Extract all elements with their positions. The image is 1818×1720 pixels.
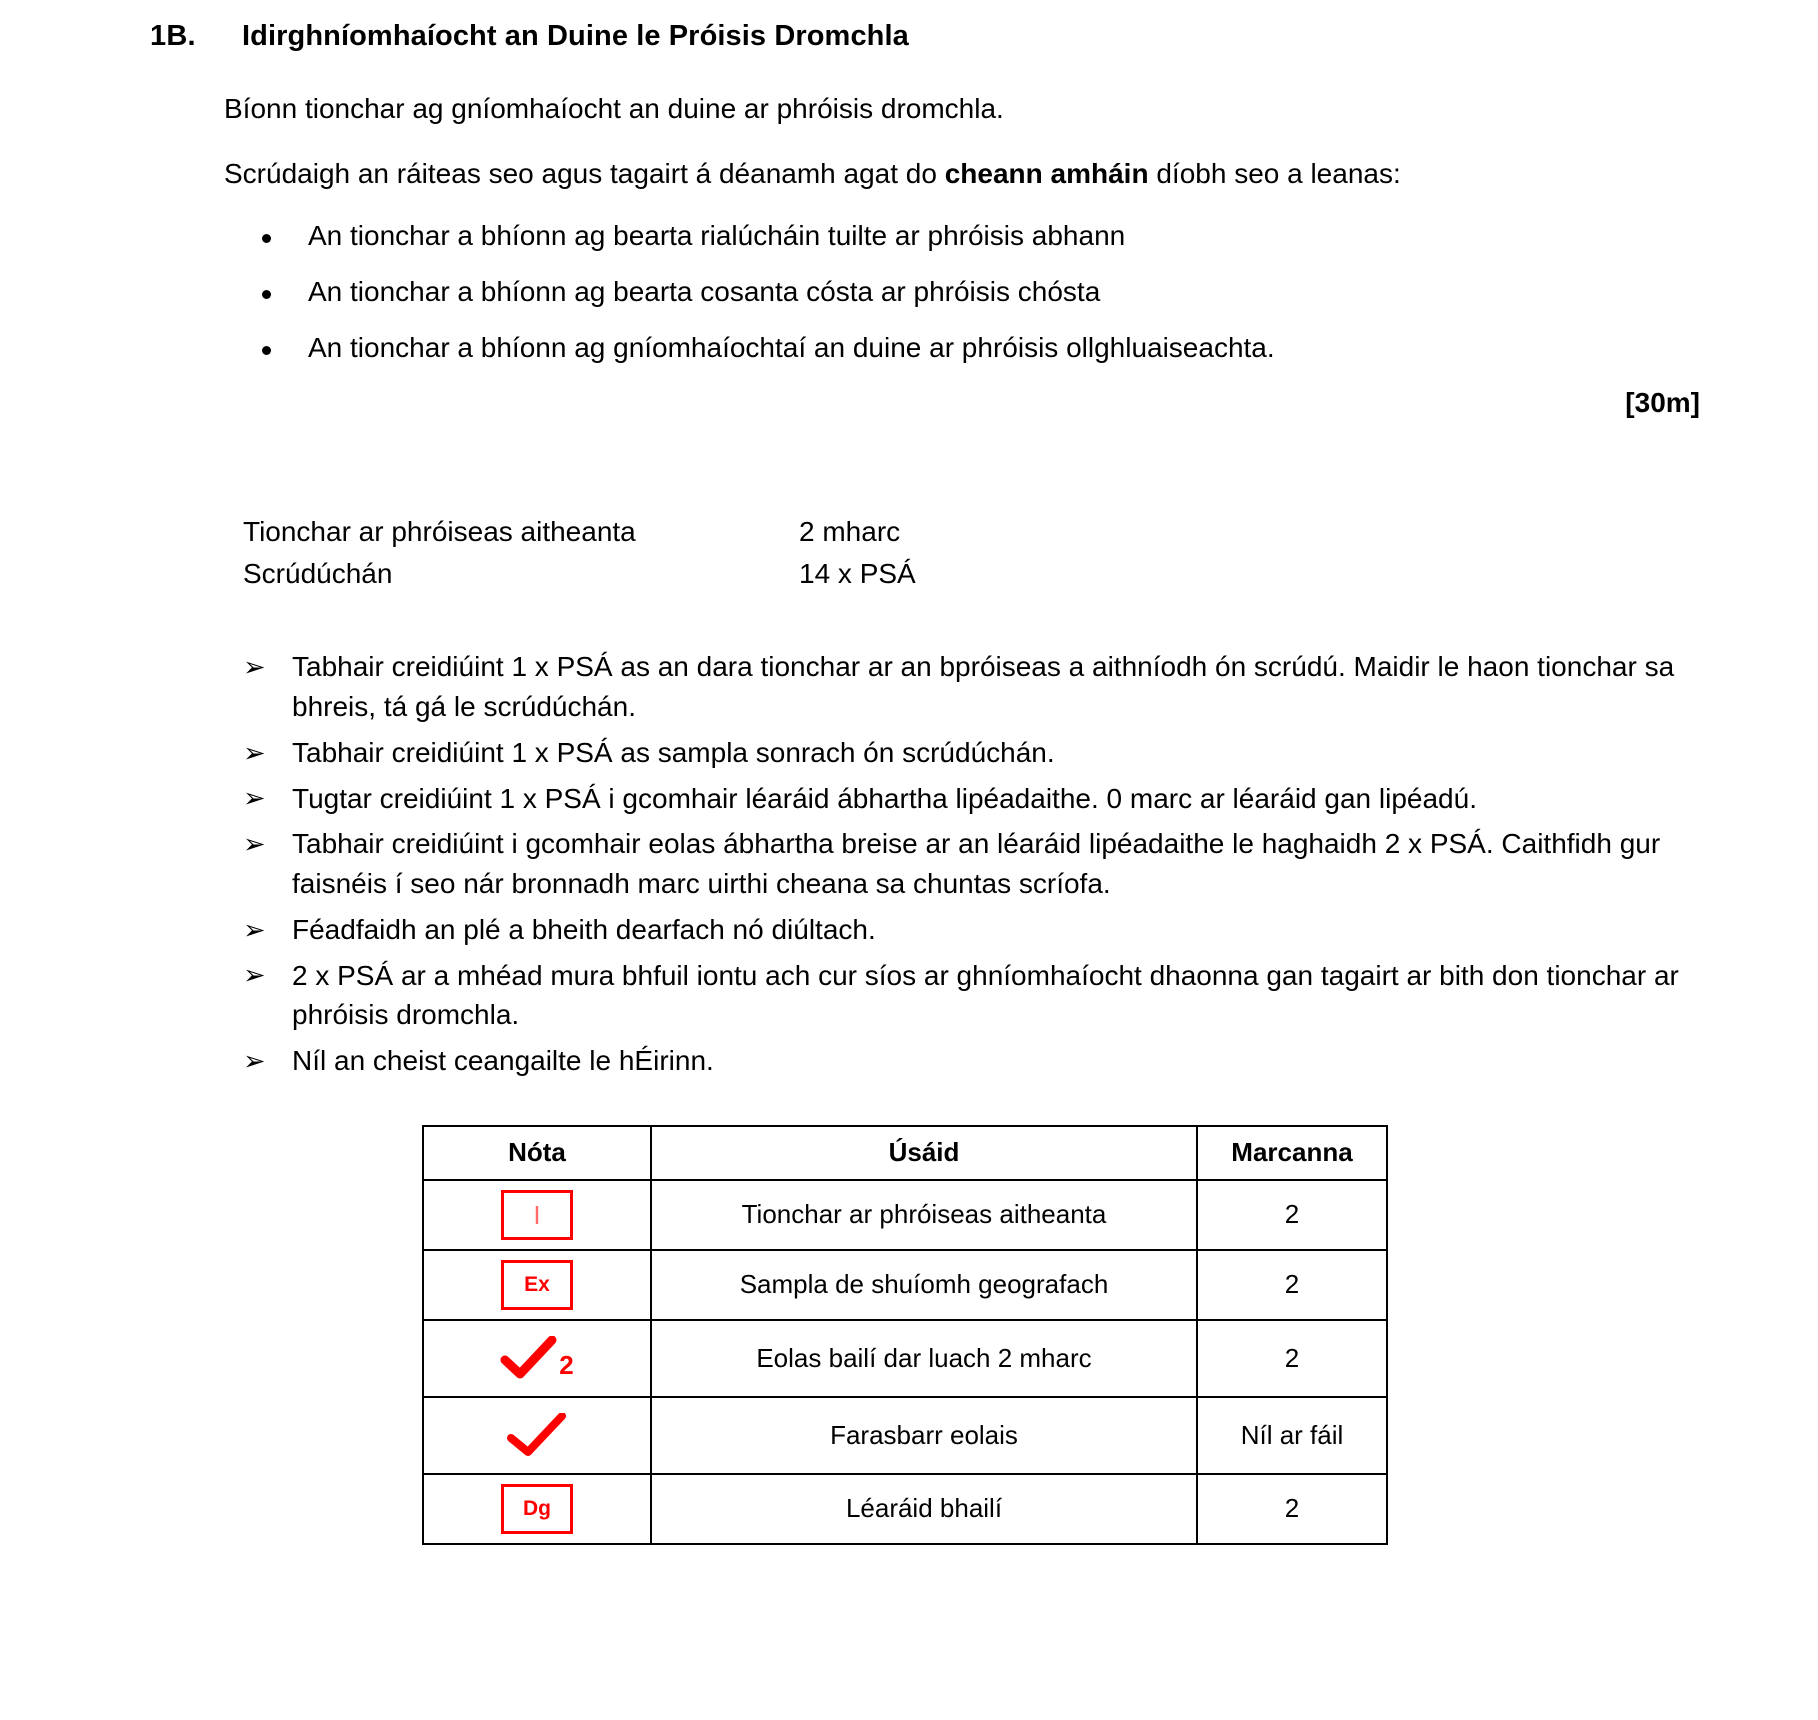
- intro-paragraph-2-emphasis: cheann amháin: [944, 158, 1149, 189]
- note-marks-cell: 2: [1197, 1320, 1387, 1397]
- marking-guidance-list: [0, 647, 1818, 1081]
- note-marks-cell: 2: [1197, 1474, 1387, 1544]
- section-number: 1B.: [150, 20, 196, 52]
- note-marks-cell: 2: [1197, 1180, 1387, 1250]
- annotation-i-icon: I: [501, 1190, 573, 1240]
- marks-allocation-badge: [30m]: [1625, 387, 1700, 419]
- note-use-cell: Eolas bailí dar luach 2 mharc: [651, 1320, 1197, 1397]
- note-use-cell: Léaráid bhailí: [651, 1474, 1197, 1544]
- note-key-table: [422, 1125, 1388, 1545]
- arrow-bullet-icon: ➢: [243, 652, 266, 682]
- list-item: [0, 1041, 1818, 1081]
- list-item: [0, 275, 1818, 309]
- arrow-bullet-icon: ➢: [243, 737, 266, 768]
- list-item: [0, 331, 1818, 365]
- list-item-label: An tionchar a bhíonn ag bearta rialúcháin tuilte ar phróisis abhann: [308, 220, 1126, 251]
- document-page: [0, 20, 1818, 1720]
- list-item: [0, 219, 1818, 253]
- list-item: [0, 733, 1818, 773]
- bullet-dot-icon: [262, 346, 271, 355]
- annotation-ex-icon: Ex: [501, 1260, 573, 1310]
- option-bullet-list: [0, 219, 1818, 365]
- note-symbol-cell: [423, 1397, 651, 1474]
- annotation-check-icon: [504, 1407, 570, 1457]
- list-item: [0, 956, 1818, 1036]
- note-symbol-cell: [423, 1320, 651, 1397]
- arrow-bullet-icon: ➢: [243, 829, 266, 859]
- section-heading: [0, 20, 1818, 53]
- scheme-label: Scrúdúchán: [243, 558, 393, 590]
- column-header-marks: Marcanna: [1197, 1126, 1387, 1180]
- list-item-label: Tabhair creidiúint 1 x PSÁ as an dara tionchar ar an bpróiseas a aithníodh ón scrúdú. Maidir le haon tionchar sa bhreis, tá gá le scrúdúchán.: [292, 651, 1675, 723]
- intro-paragraph-2: [0, 156, 1818, 191]
- bullet-dot-icon: [262, 290, 271, 299]
- bullet-dot-icon: [262, 234, 271, 243]
- list-item: [0, 647, 1818, 727]
- list-item-label: An tionchar a bhíonn ag bearta cosanta cósta ar phróisis chósta: [308, 276, 1101, 308]
- intro-paragraph-2-before: Scrúdaigh an ráiteas seo agus tagairt á déanamh agat do: [224, 158, 945, 189]
- arrow-bullet-icon: ➢: [243, 914, 266, 945]
- column-header-note: Nóta: [423, 1126, 651, 1180]
- annotation-check-subscript: 2: [559, 1349, 574, 1380]
- list-item-label: Féadfaidh an plé a bheith dearfach nó diúltach.: [292, 913, 876, 945]
- list-item-label: An tionchar a bhíonn ag gníomhaíochtaí an duine ar phróisis ollghluaiseachta.: [308, 332, 1275, 364]
- note-marks-cell: Níl ar fáil: [1197, 1397, 1387, 1474]
- table-row: [423, 1397, 1387, 1474]
- list-item-label: Tabhair creidiúint i gcomhair eolas ábhartha breise ar an léaráid lipéadaithe le haghaidh 2 x PSÁ. Caithfidh gur faisnéis í seo nár bronnadh marc uirthi cheana sa chuntas scríofa.: [292, 828, 1661, 900]
- arrow-bullet-icon: ➢: [243, 783, 266, 814]
- page-title: Idirghníomhaíocht an Duine le Próisis Dromchla: [242, 20, 909, 52]
- marking-scheme-summary: [0, 511, 1818, 595]
- note-marks-cell: 2: [1197, 1250, 1387, 1320]
- intro-paragraph-1: Bíonn tionchar ag gníomhaíocht an duine ar phróisis dromchla.: [224, 93, 1004, 124]
- list-item-label: 2 x PSÁ ar a mhéad mura bhfuil iontu ach cur síos ar ghníomhaíocht dhaonna gan tagairt ar bith don tionchar ar phróisis dromchla.: [292, 959, 1679, 1031]
- scheme-row: [243, 511, 1818, 553]
- arrow-bullet-icon: ➢: [243, 1045, 266, 1076]
- note-use-cell: Farasbarr eolais: [651, 1397, 1197, 1474]
- arrow-bullet-icon: ➢: [243, 960, 266, 991]
- list-item-label: Níl an cheist ceangailte le hÉirinn.: [292, 1045, 714, 1077]
- scheme-value: 2 mharc: [799, 516, 901, 548]
- note-use-cell: Tionchar ar phróiseas aitheanta: [651, 1180, 1197, 1250]
- list-item: [0, 779, 1818, 819]
- scheme-label: Tionchar ar phróiseas aitheanta: [243, 516, 636, 548]
- list-item: [0, 824, 1818, 904]
- table-row: [423, 1180, 1387, 1250]
- list-item: [0, 910, 1818, 950]
- note-use-cell: Sampla de shuíomh geografach: [651, 1250, 1197, 1320]
- table-header-row: [423, 1126, 1387, 1180]
- list-item-label: Tugtar creidiúint 1 x PSÁ i gcomhair léaráid ábhartha lipéadaithe. 0 marc ar léaráid gan lipéadú.: [292, 782, 1477, 814]
- intro-paragraph-2-after: díobh seo a leanas:: [1148, 158, 1401, 189]
- annotation-dg-icon: Dg: [501, 1484, 573, 1534]
- list-item-label: Tabhair creidiúint 1 x PSÁ as sampla sonrach ón scrúdúchán.: [292, 736, 1055, 768]
- table-row: [423, 1320, 1387, 1397]
- table-row: [423, 1250, 1387, 1320]
- note-key-table-container: [0, 1125, 1818, 1545]
- table-row: [423, 1474, 1387, 1544]
- scheme-value: 14 x PSÁ: [799, 558, 916, 590]
- note-symbol-cell: [423, 1474, 651, 1544]
- note-symbol-cell: [423, 1250, 651, 1320]
- scheme-row: [243, 553, 1818, 595]
- note-symbol-cell: [423, 1180, 651, 1250]
- column-header-use: Úsáid: [651, 1126, 1197, 1180]
- annotation-check-two-icon: [500, 1330, 573, 1380]
